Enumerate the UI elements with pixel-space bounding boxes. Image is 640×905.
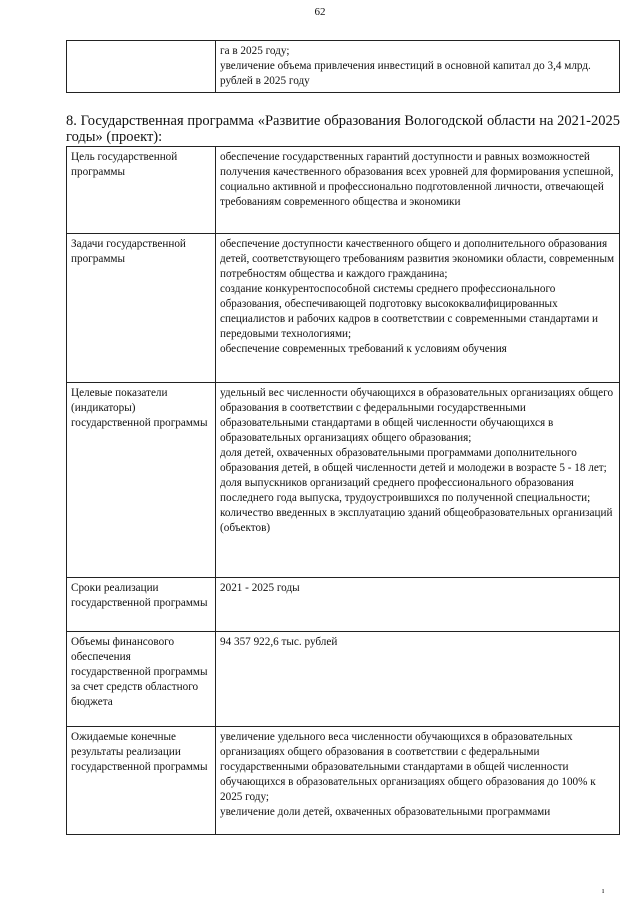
content-line: удельный вес численности обучающихся в образовательных организациях общего образования в соответствии с федеральными государственными образовательными стандартами в общей численности обучающихся в образовательных организациях общего образования; — [220, 387, 614, 444]
table-row — [67, 234, 620, 383]
row-content — [216, 147, 620, 234]
table-row — [67, 383, 620, 578]
table-row — [67, 147, 620, 234]
row-content — [216, 578, 620, 632]
content-line: обеспечение доступности качественного общего и дополнительного образования детей, соответствующего требованиям развития экономики области, современным потребностям общества и каждого гражданина; — [220, 238, 615, 280]
section-heading: 8. Государственная программа «Развитие образования Вологодской области на 2021-2025 годы» (проект): — [66, 113, 620, 145]
content-line: обеспечение современных требований к условиям обучения — [220, 343, 507, 355]
scan-mark: ı — [602, 886, 605, 895]
row-label: Сроки реализации государственной программы — [67, 578, 216, 632]
row-label: Задачи государственной программы — [67, 234, 216, 383]
table-row — [67, 578, 620, 632]
page-number: 62 — [314, 6, 326, 18]
continuation-label-cell — [67, 41, 216, 93]
continuation-table — [66, 40, 620, 93]
content-line: 2021 - 2025 годы — [220, 582, 300, 594]
content-line: доля детей, охваченных образовательными программами дополнительного образования детей, в общей численности детей и молодежи в возрасте 5 - 18 лет; — [220, 447, 607, 474]
row-content — [216, 383, 620, 578]
content-line: увеличение доли детей, охваченных образовательными программами — [220, 806, 551, 818]
row-label: Целевые показатели (индикаторы) государственной программы — [67, 383, 216, 578]
content-line: количество введенных в эксплуатацию зданий общеобразовательных организаций (объектов) — [220, 507, 613, 534]
content-line: создание конкурентоспособной системы среднего профессионального образования, обеспечивающей подготовку высококвалифицированных специалистов и рабочих кадров в соответствии с современными стандартами и передовыми технологиями; — [220, 283, 598, 340]
row-content — [216, 727, 620, 835]
continuation-line: увеличение объема привлечения инвестиций в основной капитал до 3,4 млрд. рублей в 2025 году — [220, 60, 591, 87]
row-label: Цель государственной программы — [67, 147, 216, 234]
continuation-line: га в 2025 году; — [220, 45, 290, 57]
content-line: увеличение удельного веса численности обучающихся в образовательных организациях общего образования в соответствии с федеральными государственными образовательными стандартами в общей численности обучающихся в образовательных организациях общего образования до 100% к 2025 году; — [220, 731, 596, 803]
content-line: доля выпускников организаций среднего профессионального образования последнего года выпуска, трудоустроившихся по полученной специальности; — [220, 477, 591, 504]
table-row — [67, 632, 620, 727]
table-row — [67, 727, 620, 835]
row-label: Объемы финансового обеспечения государственной программы за счет средств областного бюджета — [67, 632, 216, 727]
row-content — [216, 234, 620, 383]
row-label: Ожидаемые конечные результаты реализации государственной программы — [67, 727, 216, 835]
program-passport-table — [66, 146, 620, 835]
content-line: обеспечение государственных гарантий доступности и равных возможностей получения качественного образования всех уровней для формирования успешной, социально активной и профессионально подготовленной личности, отвечающей требованиям современного общества и экономики — [220, 151, 614, 208]
content-line: 94 357 922,6 тыс. рублей — [220, 636, 338, 648]
row-content — [216, 632, 620, 727]
continuation-content-cell — [216, 41, 620, 93]
